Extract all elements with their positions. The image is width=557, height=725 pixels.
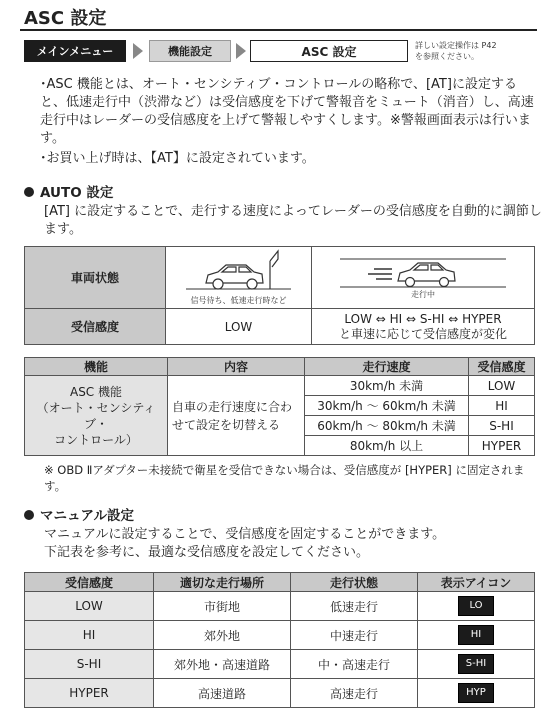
sensitivity-cell: HI [469,396,535,416]
signal-post-icon [270,251,278,289]
speed-cell: 80km/h 以上 [305,436,469,456]
column-header: 内容 [168,358,305,376]
breadcrumb-reference-note: 詳しい設定操作は P42 を参照ください。 [415,41,497,61]
place-cell: 郊外地・高速道路 [154,650,291,679]
speed-cell: 30km/h ～ 60km/h 未満 [305,396,469,416]
stopped-caption: 信号待ち、低速走行時など [190,296,287,305]
row-label-vehicle-state: 車両状態 [25,247,166,309]
icon-cell [418,592,535,621]
intro-bullets [40,76,540,170]
page-title: ASC 設定 [24,8,107,29]
car-icon [206,265,263,289]
place-cell: 市街地 [154,592,291,621]
column-header: 受信感度 [469,358,535,376]
manual-description: マニュアルに設定することで、受信感度を固定することができます。 下記表を参考に、最適な受信感度を設定してください。 [44,527,446,560]
breadcrumb-arrow-icon [133,43,143,59]
intro-bullet: ･ASC 機能とは、オート・センシティブ・コントロールの略称で、[AT]に設定すると、低速走行中（渋滞など）は受信感度を下げて警報音をミュート（消音）し、高速走行中はレーダーの受信感度を上げて警報しやすくします。※警報画面表示は行います。 [40,77,534,146]
icon-cell [418,621,535,650]
bullet-dot-icon [24,187,34,197]
place-cell: 高速道路 [154,679,291,708]
breadcrumb-arrow-icon [236,43,246,59]
column-header: 受信感度 [25,573,154,592]
breadcrumb-main-menu: メインメニュー [24,40,126,62]
image-cell-stopped [166,247,312,309]
breadcrumb-asc-settings: ASC 設定 [250,40,408,62]
column-header: 適切な走行場所 [154,573,291,592]
sensitivity-cell: LOW [25,592,154,621]
hi-display-icon: HI [458,625,494,645]
driving-sensitivity-value: LOW ⇔ HI ⇔ S-HI ⇔ HYPER と車速に応じて受信感度が変化 [312,309,535,345]
column-header: 走行状態 [291,573,418,592]
speed-cell: 60km/h ～ 80km/h 未満 [305,416,469,436]
icon-cell [418,679,535,708]
lo-display-icon: LO [458,596,494,616]
sensitivity-cell: S-HI [25,650,154,679]
state-cell: 中速走行 [291,621,418,650]
image-cell-driving [312,247,535,309]
column-header: 機能 [25,358,168,376]
icon-cell [418,650,535,679]
sensitivity-cell: S-HI [469,416,535,436]
sensitivity-cell: LOW [469,376,535,396]
s-hi-display-icon: S-HI [458,654,494,674]
car-icon [398,263,455,287]
auto-description: [AT] に設定することで、走行する速度によってレーダーの受信感度を自動的に調節します。 [44,204,542,237]
vehicle-state-table [24,246,535,345]
sensitivity-cell: HYPER [469,436,535,456]
function-name-cell: ASC 機能 （オート・センシティブ・ コントロール） [25,376,168,456]
state-cell: 高速走行 [291,679,418,708]
sensitivity-cell: HYPER [25,679,154,708]
sensitivity-cell: HI [25,621,154,650]
state-cell: 低速走行 [291,592,418,621]
auto-section-heading: AUTO 設定 [24,181,113,201]
bullet-dot-icon [24,510,34,520]
hyp-display-icon: HYP [458,683,494,703]
title-underline [20,29,537,31]
function-content-cell: 自車の走行速度に合わせて設定を切替える [168,376,305,456]
column-header: 表示アイコン [418,573,535,592]
driving-caption: 走行中 [411,290,435,299]
state-cell: 中・高速走行 [291,650,418,679]
stopped-sensitivity-value: LOW [166,309,312,345]
obd-note: ※ OBD Ⅱアダプター未接続で衛星を受信できない場合は、受信感度が [HYPER] に固定されます。 [44,463,525,493]
column-header: 走行速度 [305,358,469,376]
place-cell: 郊外地 [154,621,291,650]
breadcrumb-function-settings: 機能設定 [149,40,231,62]
row-label-sensitivity: 受信感度 [25,309,166,345]
manual-sensitivity-table [24,572,535,708]
manual-section-heading: マニュアル設定 [24,504,134,524]
intro-bullet: ･お買い上げ時は、【AT】に設定されています。 [40,151,315,166]
speed-cell: 30km/h 未満 [305,376,469,396]
asc-function-table [24,357,535,456]
